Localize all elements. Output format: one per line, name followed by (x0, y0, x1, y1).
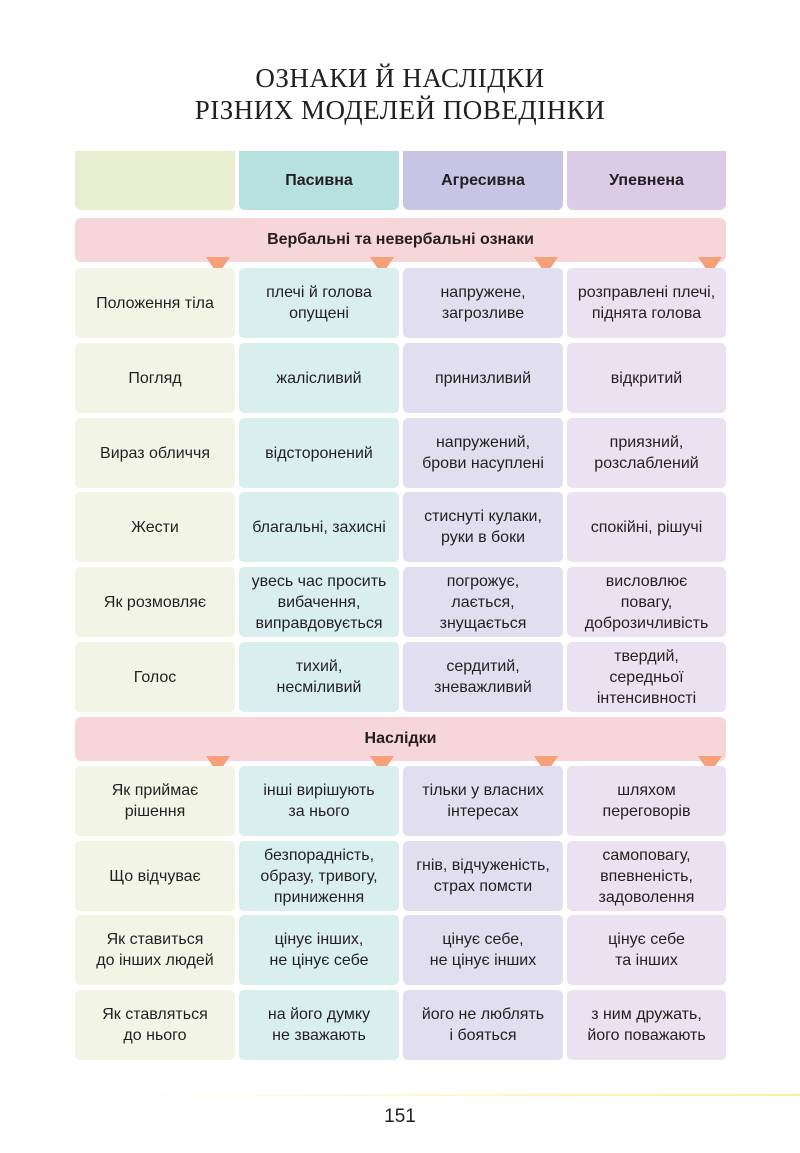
table-cell-assertive: відкритий (567, 343, 726, 413)
section-header-verbal-nonverbal: Вербальні та невербальні ознаки (75, 218, 726, 262)
table-cell-assertive: з ним дружать, його поважають (567, 990, 726, 1060)
footer-divider (100, 1094, 800, 1096)
table-cell-passive: жалісливий (239, 343, 399, 413)
table-cell-assertive: шляхом переговорів (567, 766, 726, 836)
table-cell-aggressive: напружене, загрозливе (403, 268, 563, 338)
table-cell-passive: благальні, захисні (239, 492, 399, 562)
row-label: Як розмовляє (75, 567, 235, 637)
header-empty-cell (75, 151, 235, 210)
table-cell-passive: цінує інших, не цінує себе (239, 915, 399, 985)
row-label: Що відчуває (75, 841, 235, 911)
table-cell-passive: інші вирішують за нього (239, 766, 399, 836)
table-cell-passive: відсторонений (239, 418, 399, 488)
table-cell-aggressive: принизливий (403, 343, 563, 413)
table-cell-aggressive: тільки у власних інтересах (403, 766, 563, 836)
table-cell-aggressive: цінує себе, не цінує інших (403, 915, 563, 985)
table-cell-assertive: спокійні, рішучі (567, 492, 726, 562)
row-label: Вираз обличчя (75, 418, 235, 488)
table-cell-passive: безпорадність, образу, тривогу, приниження (239, 841, 399, 911)
row-label: Положення тіла (75, 268, 235, 338)
table-cell-passive: плечі й голова опущені (239, 268, 399, 338)
page-title-line-1: ОЗНАКИ Й НАСЛІДКИ (255, 63, 545, 93)
table-cell-assertive: самоповагу, впевненість, задоволення (567, 841, 726, 911)
page-number: 151 (384, 1106, 416, 1127)
table-cell-assertive: розправлені плечі, піднята голова (567, 268, 726, 338)
row-label: Як приймає рішення (75, 766, 235, 836)
section-header-consequences: Наслідки (75, 717, 726, 761)
row-label: Погляд (75, 343, 235, 413)
table-cell-aggressive: гнів, відчуженість, страх помсти (403, 841, 563, 911)
page-title-line-2: РІЗНИХ МОДЕЛЕЙ ПОВЕДІНКИ (194, 95, 606, 125)
table-cell-passive: тихий, несміливий (239, 642, 399, 712)
table-cell-aggressive: його не люблять і бояться (403, 990, 563, 1060)
table-cell-assertive: висловлює повагу, доброзичливість (567, 567, 726, 637)
table-cell-aggressive: сердитий, зневажливий (403, 642, 563, 712)
table-cell-assertive: твердий, середньої інтенсивності (567, 642, 726, 712)
table-cell-aggressive: напружений, брови насуплені (403, 418, 563, 488)
table-cell-assertive: цінує себе та інших (567, 915, 726, 985)
column-header-aggressive: Агресивна (403, 151, 563, 210)
column-header-passive: Пасивна (239, 151, 399, 210)
row-label: Як ставиться до інших людей (75, 915, 235, 985)
row-label: Як ставляться до нього (75, 990, 235, 1060)
table-cell-assertive: приязний, розслаблений (567, 418, 726, 488)
column-header-assertive: Упевнена (567, 151, 726, 210)
table-cell-passive: на його думку не зважають (239, 990, 399, 1060)
row-label: Жести (75, 492, 235, 562)
table-cell-aggressive: погрожує, лається, знущається (403, 567, 563, 637)
table-cell-aggressive: стиснуті кулаки, руки в боки (403, 492, 563, 562)
row-label: Голос (75, 642, 235, 712)
table-cell-passive: увесь час просить вибачення, виправдовується (239, 567, 399, 637)
